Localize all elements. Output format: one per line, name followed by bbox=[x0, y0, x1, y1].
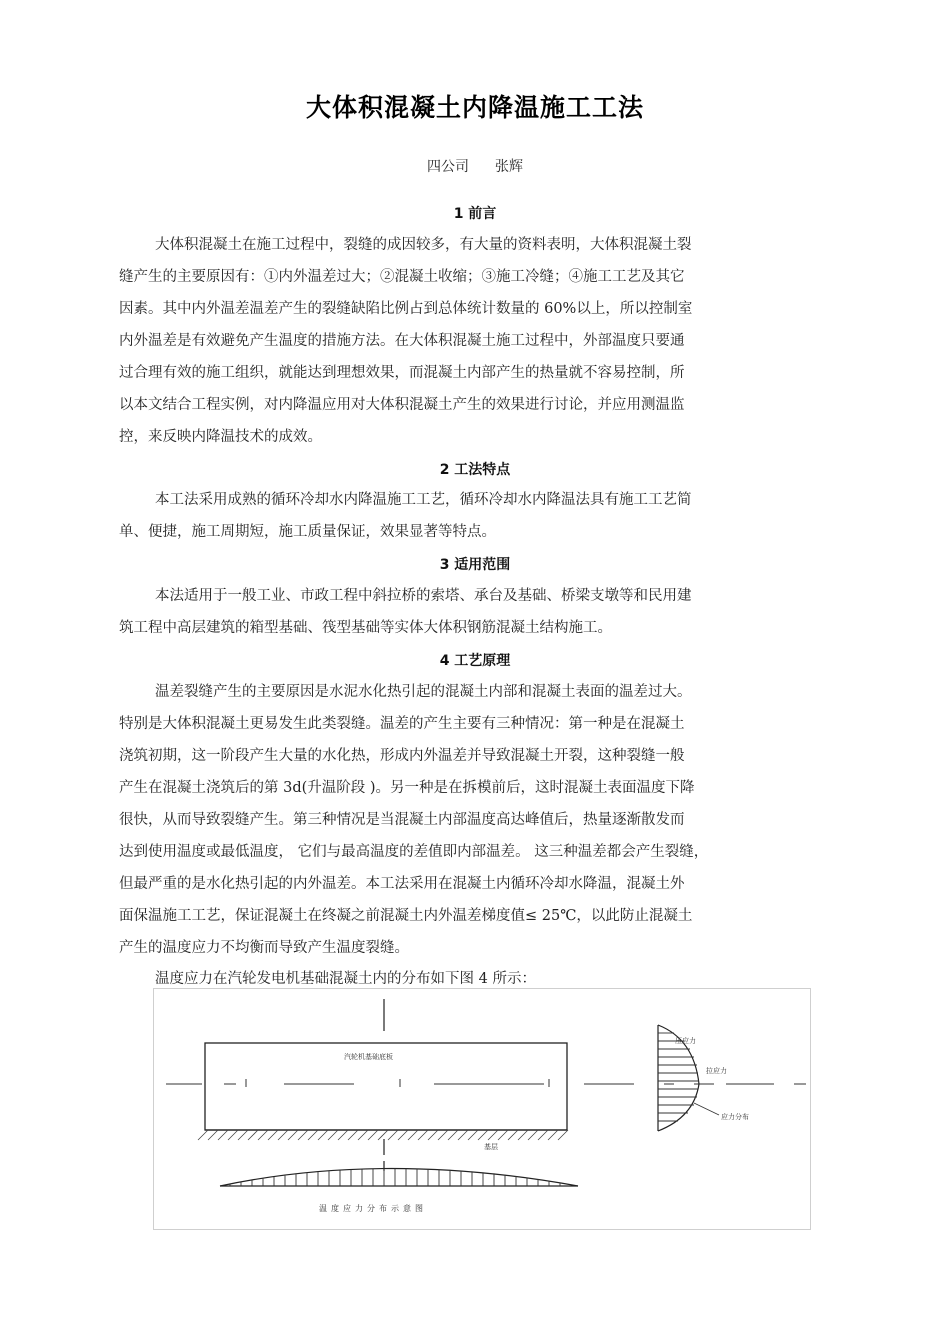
paragraph-line: 本工法采用成熟的循环冷却水内降温施工工艺，循环冷却水内降温法具有施工工艺简 bbox=[155, 492, 692, 508]
document-title: 大体积混凝土内降温施工工法 bbox=[305, 93, 644, 122]
arch-ticks bbox=[230, 1169, 560, 1186]
paragraph-line: 很快，从而导致裂缝产生。第三种情况是当混凝土内部温度高达峰值后，热量逐渐散发而 bbox=[119, 812, 685, 828]
paragraph-line: 产生的温度应力不均衡而导致产生温度裂缝。 bbox=[119, 940, 409, 956]
paragraph-line: 因素。其中内外温差温差产生的裂缝缺陷比例占到总体统计数量的 60%以上，所以控制室 bbox=[119, 301, 693, 317]
author-company: 四公司 bbox=[427, 159, 469, 175]
paragraph-line: 控，来反映内降温技术的成效。 bbox=[119, 429, 322, 445]
figure-intro-line: 温度应力在汽轮发电机基础混凝土内的分布如下图 4 所示： bbox=[155, 971, 536, 987]
figure-caption: 温度应力分布示意图 bbox=[319, 1204, 427, 1213]
paragraph-line: 单、便捷，施工周期短，施工质量保证，效果显著等特点。 bbox=[119, 524, 496, 540]
ground-hatching bbox=[198, 1130, 568, 1140]
author-line bbox=[0, 156, 950, 176]
section-heading-principle: 4 工艺原理 bbox=[439, 653, 511, 669]
section-heading-features: 2 工法特点 bbox=[439, 462, 511, 478]
paragraph-line: 过合理有效的施工组织，就能达到理想效果，而混凝土内部产生的热量就不容易控制，所 bbox=[119, 365, 685, 381]
paragraph-line: 产生在混凝土浇筑后的第 3d(升温阶段 )。另一种是在拆模前后，这时混凝土表面温度下降 bbox=[119, 780, 695, 796]
paragraph-line: 缝产生的主要原因有：①内外温差过大；②混凝土收缩；③施工冷缝；④施工工艺及其它 bbox=[119, 269, 685, 285]
section-heading-scope: 3 适用范围 bbox=[439, 557, 511, 573]
distribution-label: 应力分布 bbox=[721, 1113, 749, 1121]
paragraph-line: 大体积混凝土在施工过程中，裂缝的成因较多，有大量的资料表明，大体积混凝土裂 bbox=[155, 237, 692, 253]
section-heading-preface: 1 前言 bbox=[453, 206, 497, 222]
stress-profile-hatch bbox=[658, 1033, 699, 1121]
paragraph-line: 达到使用温度或最低温度， 它们与最高温度的差值即内部温差。 这三种温差都会产生裂缝， bbox=[119, 844, 709, 860]
paragraph-line: 浇筑初期，这一阶段产生大量的水化热，形成内外温差并导致混凝土开裂，这种裂缝一般 bbox=[119, 748, 685, 764]
slab-label: 汽轮机基础底板 bbox=[344, 1053, 393, 1061]
paragraph-line: 以本文结合工程实例，对内降温应用对大体积混凝土产生的效果进行讨论，并应用测温监 bbox=[119, 397, 685, 413]
paragraph-line: 内外温差是有效避免产生温度的措施方法。在大体积混凝土施工过程中，外部温度只要通 bbox=[119, 333, 685, 349]
paragraph-line: 温差裂缝产生的主要原因是水泥水化热引起的混凝土内部和混凝土表面的温差过大。 bbox=[155, 684, 692, 700]
paragraph-line: 特别是大体积混凝土更易发生此类裂缝。温差的产生主要有三种情况：第一种是在混凝土 bbox=[119, 716, 685, 732]
compress-label: 压应力 bbox=[675, 1037, 696, 1045]
ground-label: 基层 bbox=[484, 1143, 498, 1151]
stress-distribution-figure bbox=[153, 988, 811, 1230]
paragraph-line: 面保温施工工艺，保证混凝土在终凝之前混凝土内外温差梯度值≤ 25℃，以此防止混凝土 bbox=[119, 908, 693, 924]
paragraph-line: 筑工程中高层建筑的箱型基础、筏型基础等实体大体积钢筋混凝土结构施工。 bbox=[119, 620, 612, 636]
stress-diagram bbox=[154, 989, 810, 1229]
paragraph-line: 但最严重的是水化热引起的内外温差。本工法采用在混凝土内循环冷却水降温，混凝土外 bbox=[119, 876, 685, 892]
author-name: 张辉 bbox=[495, 159, 523, 175]
paragraph-line: 本法适用于一般工业、市政工程中斜拉桥的索塔、承台及基础、桥梁支墩等和民用建 bbox=[155, 588, 692, 604]
tension-label: 拉应力 bbox=[706, 1067, 727, 1075]
